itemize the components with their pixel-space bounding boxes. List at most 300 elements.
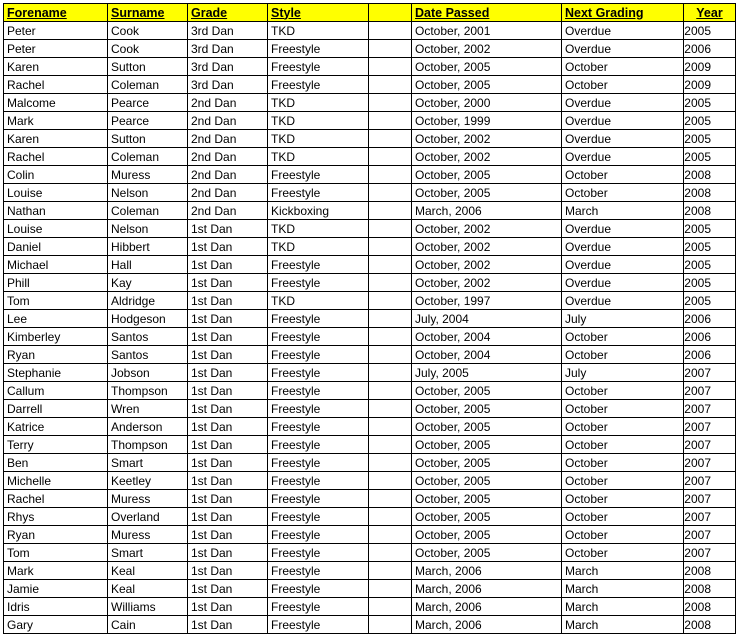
cell-surname[interactable]: Wren — [108, 400, 188, 418]
cell-style[interactable]: TKD — [268, 94, 369, 112]
cell-date-passed[interactable]: October, 1999 — [412, 112, 562, 130]
table-row — [4, 526, 736, 544]
cell-surname[interactable]: Hibbert — [108, 238, 188, 256]
cell-forename[interactable]: Michael — [4, 256, 108, 274]
cell-next-grading[interactable]: Overdue — [562, 148, 684, 166]
cell-date-passed[interactable]: October, 2005 — [412, 400, 562, 418]
cell-blank[interactable] — [369, 58, 412, 76]
column-header-date-passed[interactable]: Date Passed — [412, 4, 562, 22]
cell-style[interactable]: TKD — [268, 220, 369, 238]
cell-year[interactable]: 2008 — [684, 202, 736, 220]
cell-surname[interactable]: Cain — [108, 616, 188, 634]
cell-grade[interactable]: 1st Dan — [188, 220, 268, 238]
cell-forename[interactable]: Terry — [4, 436, 108, 454]
cell-grade[interactable]: 1st Dan — [188, 490, 268, 508]
cell-next-grading[interactable]: Overdue — [562, 40, 684, 58]
cell-surname[interactable]: Keal — [108, 562, 188, 580]
cell-year[interactable]: 2005 — [684, 112, 736, 130]
cell-style[interactable]: TKD — [268, 238, 369, 256]
table-row — [4, 256, 736, 274]
table-row — [4, 184, 736, 202]
cell-surname[interactable]: Santos — [108, 346, 188, 364]
cell-style[interactable]: Freestyle — [268, 274, 369, 292]
cell-next-grading[interactable]: October — [562, 526, 684, 544]
cell-style[interactable]: Freestyle — [268, 310, 369, 328]
cell-style[interactable]: Freestyle — [268, 580, 369, 598]
cell-date-passed[interactable]: October, 2004 — [412, 346, 562, 364]
cell-grade[interactable]: 1st Dan — [188, 238, 268, 256]
cell-next-grading[interactable]: October — [562, 328, 684, 346]
cell-year[interactable]: 2008 — [684, 598, 736, 616]
cell-year[interactable]: 2008 — [684, 580, 736, 598]
cell-surname[interactable]: Nelson — [108, 184, 188, 202]
cell-date-passed[interactable]: October, 2005 — [412, 184, 562, 202]
cell-next-grading[interactable]: October — [562, 472, 684, 490]
cell-surname[interactable]: Cook — [108, 40, 188, 58]
cell-forename[interactable]: Mark — [4, 112, 108, 130]
cell-forename[interactable]: Louise — [4, 184, 108, 202]
cell-forename[interactable]: Colin — [4, 166, 108, 184]
cell-style[interactable]: Freestyle — [268, 58, 369, 76]
cell-surname[interactable]: Nelson — [108, 220, 188, 238]
cell-date-passed[interactable]: July, 2005 — [412, 364, 562, 382]
cell-grade[interactable]: 1st Dan — [188, 544, 268, 562]
cell-blank[interactable] — [369, 202, 412, 220]
cell-surname[interactable]: Overland — [108, 508, 188, 526]
cell-blank[interactable] — [369, 472, 412, 490]
cell-style[interactable]: Kickboxing — [268, 202, 369, 220]
cell-style[interactable]: TKD — [268, 292, 369, 310]
cell-forename[interactable]: Callum — [4, 382, 108, 400]
cell-surname[interactable]: Williams — [108, 598, 188, 616]
cell-forename[interactable]: Ryan — [4, 346, 108, 364]
cell-date-passed[interactable]: October, 2005 — [412, 166, 562, 184]
cell-style[interactable]: Freestyle — [268, 382, 369, 400]
cell-surname[interactable]: Pearce — [108, 94, 188, 112]
cell-year[interactable]: 2005 — [684, 22, 736, 40]
cell-grade[interactable]: 1st Dan — [188, 580, 268, 598]
cell-year[interactable]: 2005 — [684, 220, 736, 238]
cell-year[interactable]: 2007 — [684, 436, 736, 454]
cell-forename[interactable]: Daniel — [4, 238, 108, 256]
cell-next-grading[interactable]: October — [562, 400, 684, 418]
cell-next-grading[interactable]: Overdue — [562, 94, 684, 112]
cell-year[interactable]: 2006 — [684, 346, 736, 364]
cell-grade[interactable]: 1st Dan — [188, 292, 268, 310]
cell-date-passed[interactable]: October, 1997 — [412, 292, 562, 310]
cell-surname[interactable]: Sutton — [108, 58, 188, 76]
cell-style[interactable]: Freestyle — [268, 400, 369, 418]
cell-date-passed[interactable]: October, 2005 — [412, 544, 562, 562]
cell-forename[interactable]: Ryan — [4, 526, 108, 544]
cell-next-grading[interactable]: Overdue — [562, 112, 684, 130]
cell-style[interactable]: Freestyle — [268, 40, 369, 58]
cell-blank[interactable] — [369, 76, 412, 94]
cell-surname[interactable]: Santos — [108, 328, 188, 346]
cell-surname[interactable]: Keal — [108, 580, 188, 598]
cell-date-passed[interactable]: October, 2002 — [412, 40, 562, 58]
cell-grade[interactable]: 1st Dan — [188, 346, 268, 364]
cell-date-passed[interactable]: October, 2005 — [412, 418, 562, 436]
cell-forename[interactable]: Malcome — [4, 94, 108, 112]
cell-blank[interactable] — [369, 94, 412, 112]
cell-blank[interactable] — [369, 148, 412, 166]
cell-year[interactable]: 2008 — [684, 562, 736, 580]
cell-forename[interactable]: Nathan — [4, 202, 108, 220]
cell-date-passed[interactable]: October, 2000 — [412, 94, 562, 112]
cell-next-grading[interactable]: Overdue — [562, 274, 684, 292]
cell-year[interactable]: 2008 — [684, 616, 736, 634]
cell-year[interactable]: 2007 — [684, 364, 736, 382]
cell-blank[interactable] — [369, 562, 412, 580]
cell-date-passed[interactable]: March, 2006 — [412, 580, 562, 598]
cell-forename[interactable]: Tom — [4, 544, 108, 562]
cell-grade[interactable]: 2nd Dan — [188, 202, 268, 220]
cell-grade[interactable]: 1st Dan — [188, 454, 268, 472]
cell-surname[interactable]: Muress — [108, 490, 188, 508]
cell-surname[interactable]: Coleman — [108, 76, 188, 94]
cell-forename[interactable]: Karen — [4, 58, 108, 76]
cell-blank[interactable] — [369, 598, 412, 616]
cell-next-grading[interactable]: October — [562, 184, 684, 202]
cell-surname[interactable]: Sutton — [108, 130, 188, 148]
cell-forename[interactable]: Michelle — [4, 472, 108, 490]
cell-blank[interactable] — [369, 436, 412, 454]
cell-year[interactable]: 2005 — [684, 238, 736, 256]
cell-grade[interactable]: 1st Dan — [188, 598, 268, 616]
cell-year[interactable]: 2008 — [684, 166, 736, 184]
cell-blank[interactable] — [369, 400, 412, 418]
cell-surname[interactable]: Cook — [108, 22, 188, 40]
cell-blank[interactable] — [369, 292, 412, 310]
cell-date-passed[interactable]: March, 2006 — [412, 616, 562, 634]
cell-date-passed[interactable]: October, 2002 — [412, 130, 562, 148]
cell-next-grading[interactable]: October — [562, 76, 684, 94]
cell-surname[interactable]: Pearce — [108, 112, 188, 130]
cell-next-grading[interactable]: Overdue — [562, 220, 684, 238]
cell-blank[interactable] — [369, 112, 412, 130]
cell-style[interactable]: Freestyle — [268, 346, 369, 364]
cell-grade[interactable]: 1st Dan — [188, 526, 268, 544]
cell-style[interactable]: Freestyle — [268, 184, 369, 202]
cell-grade[interactable]: 2nd Dan — [188, 94, 268, 112]
table-row — [4, 454, 736, 472]
cell-style[interactable]: TKD — [268, 22, 369, 40]
cell-date-passed[interactable]: October, 2005 — [412, 472, 562, 490]
cell-blank[interactable] — [369, 544, 412, 562]
cell-blank[interactable] — [369, 418, 412, 436]
cell-year[interactable]: 2007 — [684, 400, 736, 418]
cell-grade[interactable]: 3rd Dan — [188, 58, 268, 76]
cell-blank[interactable] — [369, 328, 412, 346]
cell-style[interactable]: Freestyle — [268, 472, 369, 490]
cell-blank[interactable] — [369, 22, 412, 40]
cell-surname[interactable]: Coleman — [108, 148, 188, 166]
cell-next-grading[interactable]: March — [562, 580, 684, 598]
cell-forename[interactable]: Rachel — [4, 490, 108, 508]
cell-year[interactable]: 2005 — [684, 292, 736, 310]
cell-surname[interactable]: Jobson — [108, 364, 188, 382]
cell-style[interactable]: Freestyle — [268, 544, 369, 562]
cell-style[interactable]: Freestyle — [268, 418, 369, 436]
cell-grade[interactable]: 2nd Dan — [188, 112, 268, 130]
cell-blank[interactable] — [369, 490, 412, 508]
cell-grade[interactable]: 2nd Dan — [188, 184, 268, 202]
cell-next-grading[interactable]: Overdue — [562, 22, 684, 40]
cell-date-passed[interactable]: October, 2005 — [412, 490, 562, 508]
cell-year[interactable]: 2008 — [684, 184, 736, 202]
cell-surname[interactable]: Aldridge — [108, 292, 188, 310]
cell-forename[interactable]: Karen — [4, 130, 108, 148]
cell-date-passed[interactable]: October, 2001 — [412, 22, 562, 40]
cell-grade[interactable]: 2nd Dan — [188, 130, 268, 148]
cell-style[interactable]: Freestyle — [268, 490, 369, 508]
cell-year[interactable]: 2006 — [684, 328, 736, 346]
cell-year[interactable]: 2005 — [684, 148, 736, 166]
cell-date-passed[interactable]: October, 2002 — [412, 238, 562, 256]
cell-blank[interactable] — [369, 184, 412, 202]
table-row — [4, 22, 736, 40]
cell-grade[interactable]: 3rd Dan — [188, 40, 268, 58]
cell-year[interactable]: 2009 — [684, 76, 736, 94]
cell-style[interactable]: Freestyle — [268, 76, 369, 94]
cell-surname[interactable]: Keetley — [108, 472, 188, 490]
cell-surname[interactable]: Smart — [108, 454, 188, 472]
cell-style[interactable]: Freestyle — [268, 256, 369, 274]
cell-next-grading[interactable]: October — [562, 544, 684, 562]
cell-grade[interactable]: 1st Dan — [188, 562, 268, 580]
cell-grade[interactable]: 1st Dan — [188, 328, 268, 346]
cell-next-grading[interactable]: October — [562, 418, 684, 436]
table-row — [4, 562, 736, 580]
table-row — [4, 130, 736, 148]
cell-next-grading[interactable]: Overdue — [562, 256, 684, 274]
cell-blank[interactable] — [369, 526, 412, 544]
cell-next-grading[interactable]: October — [562, 166, 684, 184]
cell-date-passed[interactable]: October, 2002 — [412, 148, 562, 166]
cell-blank[interactable] — [369, 616, 412, 634]
cell-blank[interactable] — [369, 256, 412, 274]
cell-blank[interactable] — [369, 274, 412, 292]
cell-next-grading[interactable]: July — [562, 310, 684, 328]
cell-date-passed[interactable]: October, 2005 — [412, 436, 562, 454]
cell-year[interactable]: 2005 — [684, 94, 736, 112]
cell-style[interactable]: TKD — [268, 112, 369, 130]
cell-surname[interactable]: Thompson — [108, 436, 188, 454]
cell-grade[interactable]: 3rd Dan — [188, 76, 268, 94]
table-row — [4, 418, 736, 436]
cell-grade[interactable]: 1st Dan — [188, 472, 268, 490]
cell-year[interactable]: 2007 — [684, 526, 736, 544]
cell-grade[interactable]: 1st Dan — [188, 400, 268, 418]
cell-date-passed[interactable]: October, 2002 — [412, 220, 562, 238]
cell-style[interactable]: TKD — [268, 130, 369, 148]
cell-date-passed[interactable]: October, 2002 — [412, 256, 562, 274]
cell-forename[interactable]: Lee — [4, 310, 108, 328]
cell-date-passed[interactable]: October, 2005 — [412, 76, 562, 94]
column-header-forename[interactable]: Forename — [4, 4, 108, 22]
cell-forename[interactable]: Rachel — [4, 148, 108, 166]
cell-forename[interactable]: Rhys — [4, 508, 108, 526]
column-header-year[interactable]: Year — [684, 4, 736, 22]
cell-date-passed[interactable]: October, 2005 — [412, 526, 562, 544]
column-header-grade[interactable]: Grade — [188, 4, 268, 22]
cell-year[interactable]: 2009 — [684, 58, 736, 76]
table-row — [4, 94, 736, 112]
cell-grade[interactable]: 2nd Dan — [188, 148, 268, 166]
cell-date-passed[interactable]: October, 2004 — [412, 328, 562, 346]
cell-next-grading[interactable]: October — [562, 454, 684, 472]
cell-style[interactable]: Freestyle — [268, 508, 369, 526]
cell-style[interactable]: Freestyle — [268, 616, 369, 634]
table-row — [4, 472, 736, 490]
cell-grade[interactable]: 1st Dan — [188, 382, 268, 400]
header-row — [4, 4, 736, 22]
column-header-blank[interactable] — [369, 4, 412, 22]
cell-blank[interactable] — [369, 130, 412, 148]
cell-year[interactable]: 2007 — [684, 508, 736, 526]
cell-style[interactable]: Freestyle — [268, 328, 369, 346]
cell-blank[interactable] — [369, 382, 412, 400]
column-header-style[interactable]: Style — [268, 4, 369, 22]
cell-forename[interactable]: Peter — [4, 40, 108, 58]
table-row — [4, 166, 736, 184]
cell-surname[interactable]: Kay — [108, 274, 188, 292]
cell-year[interactable]: 2007 — [684, 472, 736, 490]
cell-next-grading[interactable]: October — [562, 58, 684, 76]
cell-year[interactable]: 2005 — [684, 274, 736, 292]
cell-surname[interactable]: Hall — [108, 256, 188, 274]
cell-next-grading[interactable]: March — [562, 616, 684, 634]
cell-date-passed[interactable]: October, 2002 — [412, 274, 562, 292]
cell-forename[interactable]: Katrice — [4, 418, 108, 436]
table-row — [4, 544, 736, 562]
cell-year[interactable]: 2005 — [684, 130, 736, 148]
cell-blank[interactable] — [369, 166, 412, 184]
cell-blank[interactable] — [369, 310, 412, 328]
cell-blank[interactable] — [369, 364, 412, 382]
cell-forename[interactable]: Kimberley — [4, 328, 108, 346]
column-header-next-grading[interactable]: Next Grading — [562, 4, 684, 22]
cell-grade[interactable]: 1st Dan — [188, 310, 268, 328]
cell-date-passed[interactable]: March, 2006 — [412, 598, 562, 616]
cell-surname[interactable]: Smart — [108, 544, 188, 562]
cell-date-passed[interactable]: October, 2005 — [412, 58, 562, 76]
cell-year[interactable]: 2007 — [684, 544, 736, 562]
cell-grade[interactable]: 1st Dan — [188, 274, 268, 292]
cell-next-grading[interactable]: July — [562, 364, 684, 382]
cell-grade[interactable]: 1st Dan — [188, 436, 268, 454]
cell-next-grading[interactable]: Overdue — [562, 292, 684, 310]
table-row — [4, 364, 736, 382]
cell-surname[interactable]: Anderson — [108, 418, 188, 436]
cell-blank[interactable] — [369, 40, 412, 58]
cell-grade[interactable]: 1st Dan — [188, 256, 268, 274]
cell-date-passed[interactable]: October, 2005 — [412, 508, 562, 526]
cell-date-passed[interactable]: March, 2006 — [412, 562, 562, 580]
column-header-surname[interactable]: Surname — [108, 4, 188, 22]
cell-next-grading[interactable]: October — [562, 508, 684, 526]
table-row — [4, 238, 736, 256]
cell-style[interactable]: Freestyle — [268, 364, 369, 382]
cell-forename[interactable]: Darrell — [4, 400, 108, 418]
table-row — [4, 220, 736, 238]
cell-surname[interactable]: Hodgeson — [108, 310, 188, 328]
cell-next-grading[interactable]: October — [562, 436, 684, 454]
cell-forename[interactable]: Louise — [4, 220, 108, 238]
cell-surname[interactable]: Muress — [108, 166, 188, 184]
table-row — [4, 292, 736, 310]
cell-forename[interactable]: Idris — [4, 598, 108, 616]
cell-forename[interactable]: Rachel — [4, 76, 108, 94]
cell-surname[interactable]: Coleman — [108, 202, 188, 220]
cell-blank[interactable] — [369, 580, 412, 598]
cell-forename[interactable]: Ben — [4, 454, 108, 472]
cell-surname[interactable]: Thompson — [108, 382, 188, 400]
cell-forename[interactable]: Jamie — [4, 580, 108, 598]
cell-next-grading[interactable]: October — [562, 382, 684, 400]
cell-blank[interactable] — [369, 238, 412, 256]
cell-next-grading[interactable]: Overdue — [562, 238, 684, 256]
cell-date-passed[interactable]: October, 2005 — [412, 382, 562, 400]
cell-forename[interactable]: Tom — [4, 292, 108, 310]
cell-style[interactable]: Freestyle — [268, 436, 369, 454]
cell-style[interactable]: Freestyle — [268, 526, 369, 544]
cell-date-passed[interactable]: July, 2004 — [412, 310, 562, 328]
cell-next-grading[interactable]: March — [562, 202, 684, 220]
cell-forename[interactable]: Gary — [4, 616, 108, 634]
cell-grade[interactable]: 1st Dan — [188, 508, 268, 526]
table-row — [4, 274, 736, 292]
cell-style[interactable]: TKD — [268, 148, 369, 166]
cell-blank[interactable] — [369, 454, 412, 472]
cell-grade[interactable]: 1st Dan — [188, 616, 268, 634]
cell-grade[interactable]: 1st Dan — [188, 418, 268, 436]
cell-blank[interactable] — [369, 508, 412, 526]
cell-blank[interactable] — [369, 220, 412, 238]
cell-style[interactable]: Freestyle — [268, 454, 369, 472]
cell-surname[interactable]: Muress — [108, 526, 188, 544]
cell-year[interactable]: 2007 — [684, 490, 736, 508]
cell-next-grading[interactable]: Overdue — [562, 130, 684, 148]
cell-next-grading[interactable]: March — [562, 598, 684, 616]
cell-next-grading[interactable]: October — [562, 490, 684, 508]
table-row — [4, 58, 736, 76]
cell-forename[interactable]: Mark — [4, 562, 108, 580]
cell-year[interactable]: 2006 — [684, 310, 736, 328]
cell-year[interactable]: 2007 — [684, 418, 736, 436]
cell-year[interactable]: 2006 — [684, 40, 736, 58]
cell-next-grading[interactable]: March — [562, 562, 684, 580]
cell-next-grading[interactable]: October — [562, 346, 684, 364]
cell-grade[interactable]: 3rd Dan — [188, 22, 268, 40]
cell-date-passed[interactable]: March, 2006 — [412, 202, 562, 220]
cell-style[interactable]: Freestyle — [268, 166, 369, 184]
cell-date-passed[interactable]: October, 2005 — [412, 454, 562, 472]
cell-year[interactable]: 2005 — [684, 256, 736, 274]
cell-blank[interactable] — [369, 346, 412, 364]
cell-forename[interactable]: Phill — [4, 274, 108, 292]
cell-grade[interactable]: 2nd Dan — [188, 166, 268, 184]
cell-forename[interactable]: Stephanie — [4, 364, 108, 382]
cell-grade[interactable]: 1st Dan — [188, 364, 268, 382]
table-row — [4, 382, 736, 400]
cell-style[interactable]: Freestyle — [268, 562, 369, 580]
cell-forename[interactable]: Peter — [4, 22, 108, 40]
cell-year[interactable]: 2007 — [684, 454, 736, 472]
cell-style[interactable]: Freestyle — [268, 598, 369, 616]
cell-year[interactable]: 2007 — [684, 382, 736, 400]
